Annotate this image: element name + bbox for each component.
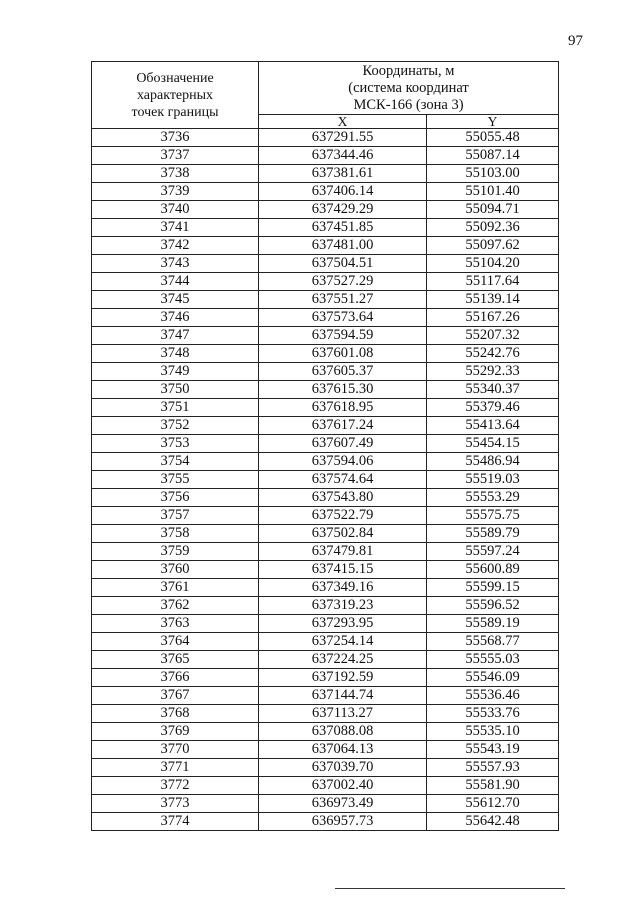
table-row bbox=[92, 543, 559, 561]
y-coordinate-cell: 55589.79 bbox=[427, 525, 559, 543]
point-id-cell: 3771 bbox=[92, 759, 259, 777]
table-row bbox=[92, 525, 559, 543]
table-row bbox=[92, 759, 559, 777]
point-id-cell: 3760 bbox=[92, 561, 259, 579]
y-coordinate-cell: 55581.90 bbox=[427, 777, 559, 795]
x-coordinate-cell: 637451.85 bbox=[259, 219, 427, 237]
point-id-cell: 3753 bbox=[92, 435, 259, 453]
y-coordinate-cell: 55117.64 bbox=[427, 273, 559, 291]
x-coordinate-cell: 637381.61 bbox=[259, 165, 427, 183]
point-id-cell: 3774 bbox=[92, 813, 259, 831]
table-row bbox=[92, 399, 559, 417]
y-coordinate-cell: 55568.77 bbox=[427, 633, 559, 651]
table-row bbox=[92, 273, 559, 291]
y-coordinate-cell: 55292.33 bbox=[427, 363, 559, 381]
y-coordinate-cell: 55087.14 bbox=[427, 147, 559, 165]
page-number: 97 bbox=[568, 33, 583, 49]
y-coordinate-cell: 55557.93 bbox=[427, 759, 559, 777]
point-label-line: точек границы bbox=[131, 104, 219, 120]
table-row bbox=[92, 561, 559, 579]
table-row bbox=[92, 255, 559, 273]
point-id-cell: 3741 bbox=[92, 219, 259, 237]
y-coordinate-cell: 55055.48 bbox=[427, 129, 559, 147]
point-id-cell: 3746 bbox=[92, 309, 259, 327]
x-coordinate-cell: 637039.70 bbox=[259, 759, 427, 777]
point-id-cell: 3772 bbox=[92, 777, 259, 795]
table-row bbox=[92, 615, 559, 633]
table-row bbox=[92, 507, 559, 525]
table-row bbox=[92, 417, 559, 435]
x-coordinate-cell: 637607.49 bbox=[259, 435, 427, 453]
y-coordinate-cell: 55103.00 bbox=[427, 165, 559, 183]
point-id-cell: 3739 bbox=[92, 183, 259, 201]
point-id-cell: 3748 bbox=[92, 345, 259, 363]
y-coordinate-cell: 55097.62 bbox=[427, 237, 559, 255]
y-coordinate-cell: 55600.89 bbox=[427, 561, 559, 579]
x-coordinate-cell: 636973.49 bbox=[259, 795, 427, 813]
table-row bbox=[92, 723, 559, 741]
y-coordinate-cell: 55543.19 bbox=[427, 741, 559, 759]
table-row bbox=[92, 813, 559, 831]
x-column-header: X bbox=[259, 115, 427, 129]
y-coordinate-cell: 55092.36 bbox=[427, 219, 559, 237]
x-coordinate-cell: 637551.27 bbox=[259, 291, 427, 309]
point-id-cell: 3745 bbox=[92, 291, 259, 309]
x-coordinate-cell: 637349.16 bbox=[259, 579, 427, 597]
y-coordinate-cell: 55553.29 bbox=[427, 489, 559, 507]
point-id-cell: 3761 bbox=[92, 579, 259, 597]
y-coordinate-cell: 55519.03 bbox=[427, 471, 559, 489]
y-coordinate-cell: 55101.40 bbox=[427, 183, 559, 201]
point-id-cell: 3736 bbox=[92, 129, 259, 147]
table-row bbox=[92, 597, 559, 615]
x-coordinate-cell: 637617.24 bbox=[259, 417, 427, 435]
y-coordinate-cell: 55597.24 bbox=[427, 543, 559, 561]
y-coordinate-cell: 55167.26 bbox=[427, 309, 559, 327]
x-coordinate-cell: 637415.15 bbox=[259, 561, 427, 579]
point-id-cell: 3773 bbox=[92, 795, 259, 813]
x-coordinate-cell: 637064.13 bbox=[259, 741, 427, 759]
x-coordinate-cell: 637481.00 bbox=[259, 237, 427, 255]
point-label-header bbox=[92, 62, 259, 129]
x-coordinate-cell: 637479.81 bbox=[259, 543, 427, 561]
y-coordinate-cell: 55555.03 bbox=[427, 651, 559, 669]
x-coordinate-cell: 637601.08 bbox=[259, 345, 427, 363]
table-row bbox=[92, 489, 559, 507]
y-coordinate-cell: 55413.64 bbox=[427, 417, 559, 435]
x-coordinate-cell: 636957.73 bbox=[259, 813, 427, 831]
y-coordinate-cell: 55454.15 bbox=[427, 435, 559, 453]
point-id-cell: 3749 bbox=[92, 363, 259, 381]
point-id-cell: 3763 bbox=[92, 615, 259, 633]
y-coordinate-cell: 55242.76 bbox=[427, 345, 559, 363]
point-id-cell: 3754 bbox=[92, 453, 259, 471]
point-id-cell: 3759 bbox=[92, 543, 259, 561]
y-coordinate-cell: 55535.10 bbox=[427, 723, 559, 741]
x-coordinate-cell: 637224.25 bbox=[259, 651, 427, 669]
table-row bbox=[92, 687, 559, 705]
table-row bbox=[92, 363, 559, 381]
point-id-cell: 3767 bbox=[92, 687, 259, 705]
table-row bbox=[92, 237, 559, 255]
x-coordinate-cell: 637504.51 bbox=[259, 255, 427, 273]
point-label-line: характерных bbox=[136, 87, 214, 103]
y-coordinate-cell: 55546.09 bbox=[427, 669, 559, 687]
y-coordinate-cell: 55104.20 bbox=[427, 255, 559, 273]
x-coordinate-cell: 637291.55 bbox=[259, 129, 427, 147]
table-row bbox=[92, 435, 559, 453]
x-coordinate-cell: 637618.95 bbox=[259, 399, 427, 417]
y-coordinate-cell: 55533.76 bbox=[427, 705, 559, 723]
y-coordinate-cell: 55094.71 bbox=[427, 201, 559, 219]
coords-label-line: Координаты, м bbox=[362, 62, 455, 79]
point-id-cell: 3747 bbox=[92, 327, 259, 345]
x-coordinate-cell: 637002.40 bbox=[259, 777, 427, 795]
table-row bbox=[92, 291, 559, 309]
table-row bbox=[92, 741, 559, 759]
table-row bbox=[92, 381, 559, 399]
x-coordinate-cell: 637344.46 bbox=[259, 147, 427, 165]
footer-rule bbox=[335, 888, 565, 889]
y-coordinate-cell: 55642.48 bbox=[427, 813, 559, 831]
table-row bbox=[92, 633, 559, 651]
point-id-cell: 3764 bbox=[92, 633, 259, 651]
x-coordinate-cell: 637522.79 bbox=[259, 507, 427, 525]
point-id-cell: 3766 bbox=[92, 669, 259, 687]
table-row bbox=[92, 327, 559, 345]
y-coordinate-cell: 55589.19 bbox=[427, 615, 559, 633]
x-coordinate-cell: 637144.74 bbox=[259, 687, 427, 705]
x-coordinate-cell: 637113.27 bbox=[259, 705, 427, 723]
point-id-cell: 3762 bbox=[92, 597, 259, 615]
x-coordinate-cell: 637605.37 bbox=[259, 363, 427, 381]
table-row bbox=[92, 219, 559, 237]
point-id-cell: 3769 bbox=[92, 723, 259, 741]
table-row bbox=[92, 579, 559, 597]
point-id-cell: 3738 bbox=[92, 165, 259, 183]
y-coordinate-cell: 55340.37 bbox=[427, 381, 559, 399]
point-id-cell: 3756 bbox=[92, 489, 259, 507]
point-id-cell: 3751 bbox=[92, 399, 259, 417]
x-coordinate-cell: 637406.14 bbox=[259, 183, 427, 201]
x-coordinate-cell: 637573.64 bbox=[259, 309, 427, 327]
table-row bbox=[92, 777, 559, 795]
coordinates-table bbox=[91, 61, 559, 831]
x-coordinate-cell: 637594.59 bbox=[259, 327, 427, 345]
point-id-cell: 3755 bbox=[92, 471, 259, 489]
x-coordinate-cell: 637615.30 bbox=[259, 381, 427, 399]
point-id-cell: 3742 bbox=[92, 237, 259, 255]
y-coordinate-cell: 55612.70 bbox=[427, 795, 559, 813]
x-coordinate-cell: 637594.06 bbox=[259, 453, 427, 471]
x-coordinate-cell: 637527.29 bbox=[259, 273, 427, 291]
table-row bbox=[92, 345, 559, 363]
point-id-cell: 3737 bbox=[92, 147, 259, 165]
y-coordinate-cell: 55207.32 bbox=[427, 327, 559, 345]
table-row bbox=[92, 669, 559, 687]
table-row bbox=[92, 129, 559, 147]
y-column-header: Y bbox=[427, 115, 559, 129]
coords-label-line: МСК-166 (зона 3) bbox=[353, 96, 464, 113]
point-id-cell: 3743 bbox=[92, 255, 259, 273]
table-row bbox=[92, 183, 559, 201]
point-id-cell: 3765 bbox=[92, 651, 259, 669]
y-coordinate-cell: 55486.94 bbox=[427, 453, 559, 471]
x-coordinate-cell: 637192.59 bbox=[259, 669, 427, 687]
x-coordinate-cell: 637319.23 bbox=[259, 597, 427, 615]
coordinates-header bbox=[259, 62, 559, 115]
table-row bbox=[92, 705, 559, 723]
x-coordinate-cell: 637502.84 bbox=[259, 525, 427, 543]
table-body bbox=[92, 129, 559, 831]
table-row bbox=[92, 795, 559, 813]
table-row bbox=[92, 147, 559, 165]
point-id-cell: 3770 bbox=[92, 741, 259, 759]
table-row bbox=[92, 453, 559, 471]
table-row bbox=[92, 309, 559, 327]
x-coordinate-cell: 637088.08 bbox=[259, 723, 427, 741]
y-coordinate-cell: 55575.75 bbox=[427, 507, 559, 525]
point-id-cell: 3744 bbox=[92, 273, 259, 291]
point-label-line: Обозначение bbox=[136, 70, 214, 86]
y-coordinate-cell: 55536.46 bbox=[427, 687, 559, 705]
coords-label-line: (система координат bbox=[348, 79, 469, 96]
point-id-cell: 3757 bbox=[92, 507, 259, 525]
y-coordinate-cell: 55599.15 bbox=[427, 579, 559, 597]
x-coordinate-cell: 637574.64 bbox=[259, 471, 427, 489]
point-id-cell: 3758 bbox=[92, 525, 259, 543]
x-coordinate-cell: 637429.29 bbox=[259, 201, 427, 219]
table-row bbox=[92, 165, 559, 183]
point-id-cell: 3740 bbox=[92, 201, 259, 219]
table-row bbox=[92, 471, 559, 489]
point-id-cell: 3752 bbox=[92, 417, 259, 435]
x-coordinate-cell: 637543.80 bbox=[259, 489, 427, 507]
point-id-cell: 3768 bbox=[92, 705, 259, 723]
y-coordinate-cell: 55596.52 bbox=[427, 597, 559, 615]
x-coordinate-cell: 637293.95 bbox=[259, 615, 427, 633]
x-coordinate-cell: 637254.14 bbox=[259, 633, 427, 651]
table-row bbox=[92, 201, 559, 219]
y-coordinate-cell: 55139.14 bbox=[427, 291, 559, 309]
point-id-cell: 3750 bbox=[92, 381, 259, 399]
table-row bbox=[92, 651, 559, 669]
y-coordinate-cell: 55379.46 bbox=[427, 399, 559, 417]
